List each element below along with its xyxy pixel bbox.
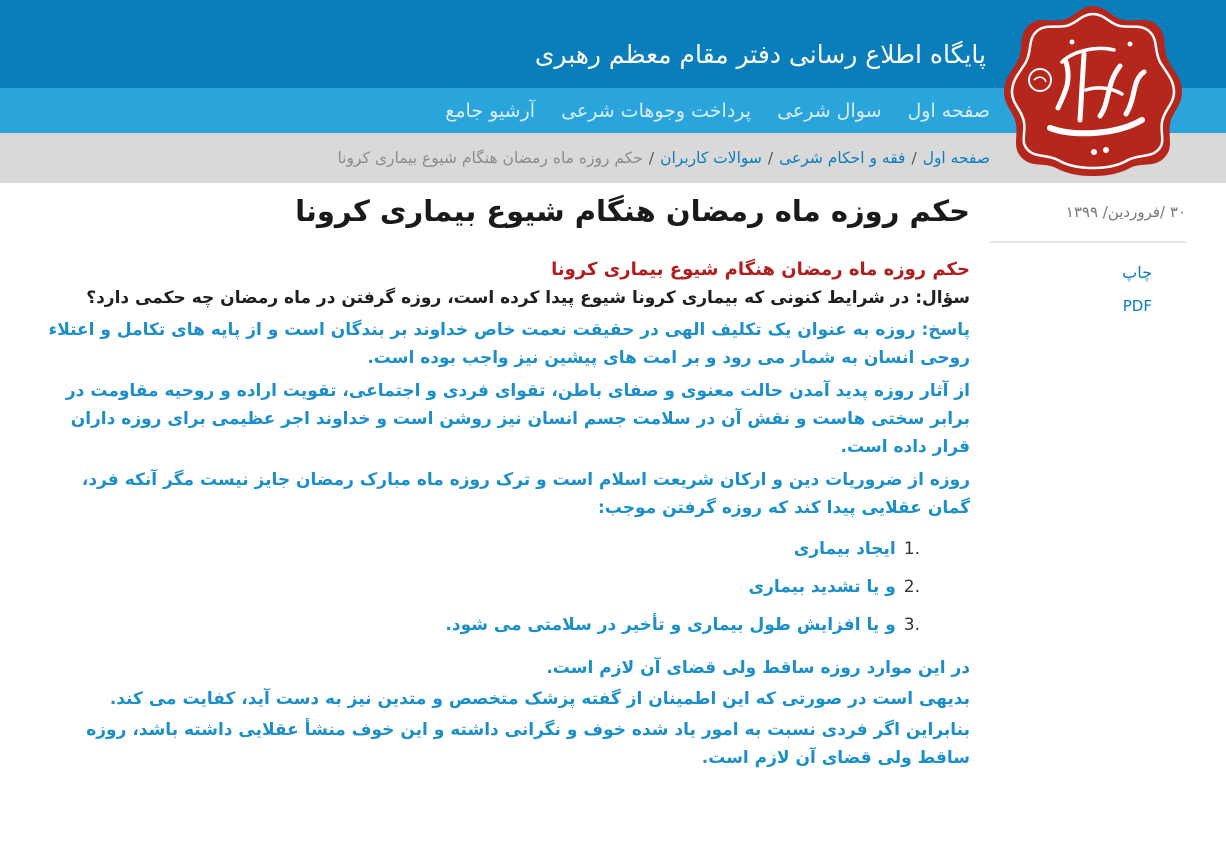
breadcrumb-user-questions[interactable]: سوالات کاربران [660,149,762,167]
list-item-text: ایجاد بیماری [793,539,896,559]
nav-item-payment[interactable]: پرداخت وجوهات شرعی [561,99,752,122]
answer-paragraph: بدیهی است در صورتی که این اطمینان از گفته پزشک متخصص و متدین نیز به دست آید، کفایت می کند. [109,689,970,709]
list-item [40,606,920,644]
breadcrumb-separator: / [648,149,655,167]
publish-date: ۳۰ /فروردین/ ۱۳۹۹ [1065,203,1186,221]
side-divider [990,241,1186,243]
page-title: حکم روزه ماه رمضان هنگام شیوع بیماری کرونا [295,194,970,228]
answer-paragraph: پاسخ: روزه به عنوان یک تکلیف الهی در حقیقت نعمت خاص خداوند بر بندگان است و از پایه های تکامل و اعتلاء روحی انسان به شمار می رود و بر امت های پیشین نیز واجب بوده است. [48,320,970,368]
answer-paragraph: بنابراین اگر فردی نسبت به امور یاد شده خوف و نگرانی داشته و این خوف منشأ عقلایی داشته باشد، روزه ساقط ولی قضای آن لازم است. [86,720,970,768]
article-subtitle: حکم روزه ماه رمضان هنگام شیوع بیماری کرونا [551,259,970,280]
site-title[interactable]: پایگاه اطلاع رسانی دفتر مقام معظم رهبری [534,40,986,69]
pdf-link[interactable]: PDF [1122,297,1152,315]
list-number: 3. [903,615,920,635]
breadcrumb-fiqh[interactable]: فقه و احکام شرعی [779,149,906,167]
nav-item-religious-question[interactable]: سوال شرعی [777,99,882,122]
list-item-text: و یا افزایش طول بیماری و تأخیر در سلامتی می شود. [445,615,896,635]
list-item [40,530,920,568]
nav-item-home[interactable]: صفحه اول [907,99,990,122]
breadcrumb-current: حکم روزه ماه رمضان هنگام شیوع بیماری کرونا [337,149,643,167]
causes-list [40,530,970,644]
breadcrumb-home[interactable]: صفحه اول [922,149,990,167]
list-number: 1. [903,539,920,559]
answer-paragraph: روزه از ضروریات دین و ارکان شریعت اسلام است و ترک روزه ماه مبارک رمضان جایز نیست مگر آنکه فرد، گمان عقلایی پیدا کند که روزه گرفتن موجب: [81,470,970,518]
answer-paragraph: در این موارد روزه ساقط ولی قضای آن لازم است. [546,658,970,678]
article [40,188,970,777]
list-item [40,568,920,606]
question-text: سؤال: در شرایط کنونی که بیماری کرونا شیوع پیدا کرده است، روزه گرفتن در ماه رمضان چه حکمی دارد؟ [86,288,970,308]
print-link[interactable]: چاپ [1122,263,1152,282]
breadcrumb-separator: / [767,149,774,167]
calligraphy-seal-logo-icon[interactable] [1002,2,1184,178]
list-item-text: و یا تشدید بیماری [748,577,896,597]
answer-paragraph: از آثار روزه پدید آمدن حالت معنوی و صفای باطن، تقوای فردی و اجتماعی، تقویت اراده و روحیه مقاومت در برابر سختی هاست و نقش آن در سلامت جسم انسان نیز روشن است و خداوند اجر عظیمی برای روزه داران قرار داده است. [65,381,970,457]
breadcrumb [337,133,990,183]
breadcrumb-separator: / [911,149,917,167]
list-number: 2. [903,577,920,597]
nav-item-archive[interactable]: آرشیو جامع [445,99,536,122]
